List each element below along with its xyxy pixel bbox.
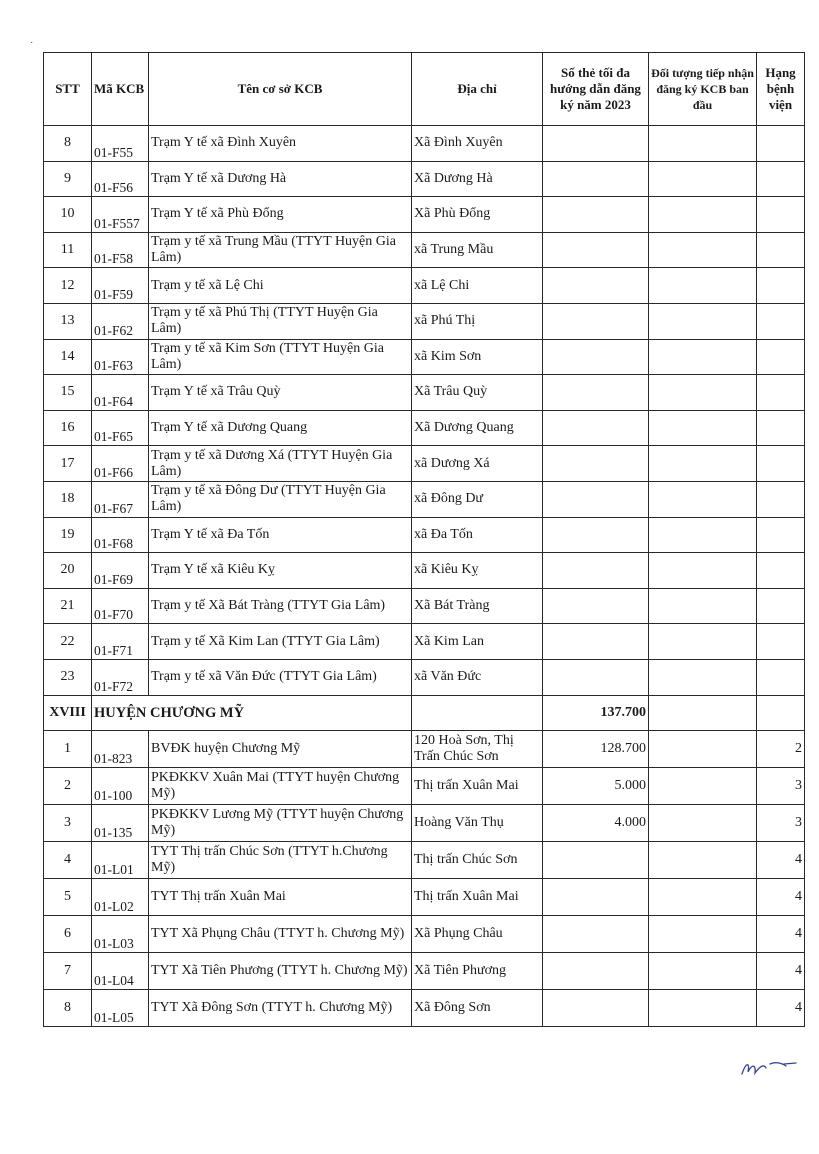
cell-dia-chi: Xã Dương Quang [412, 410, 543, 446]
cell-hang: 2 [757, 731, 805, 768]
cell-so-the: 128.700 [543, 731, 649, 768]
cell-dia-chi: Xã Phù Đổng [412, 197, 543, 233]
cell-doi-tuong [649, 410, 757, 446]
cell-stt: 11 [44, 232, 92, 268]
cell-ten-co-so: Trạm y tế xã Trung Mầu (TTYT Huyện Gia Lâm) [149, 232, 412, 268]
cell-ten-co-so: Trạm y tế xã Đông Dư (TTYT Huyện Gia Lâm) [149, 481, 412, 517]
cell-hang: 4 [757, 990, 805, 1027]
cell-doi-tuong [649, 197, 757, 233]
section-row [44, 695, 805, 731]
table-row [44, 375, 805, 411]
section-so-the: 137.700 [543, 695, 649, 731]
cell-so-the [543, 410, 649, 446]
cell-ma-kcb: 01-F56 [92, 161, 149, 197]
cell-ten-co-so: Trạm y tế Xã Bát Tràng (TTYT Gia Lâm) [149, 588, 412, 624]
cell-hang [757, 126, 805, 162]
cell-ma-kcb: 01-F66 [92, 446, 149, 482]
table-row [44, 659, 805, 695]
cell-so-the [543, 624, 649, 660]
cell-so-the [543, 481, 649, 517]
table-row [44, 731, 805, 768]
table-row [44, 268, 805, 304]
cell-so-the [543, 553, 649, 589]
cell-stt: 17 [44, 446, 92, 482]
table-row [44, 517, 805, 553]
cell-so-the [543, 588, 649, 624]
table-row [44, 410, 805, 446]
header-ma-kcb: Mã KCB [92, 53, 149, 126]
cell-dia-chi: xã Kim Sơn [412, 339, 543, 375]
cell-hang [757, 375, 805, 411]
cell-dia-chi: Hoàng Văn Thụ [412, 805, 543, 842]
cell-so-the: 5.000 [543, 768, 649, 805]
cell-stt: 12 [44, 268, 92, 304]
cell-ma-kcb: 01-F64 [92, 375, 149, 411]
cell-so-the [543, 659, 649, 695]
cell-doi-tuong [649, 588, 757, 624]
cell-doi-tuong [649, 232, 757, 268]
cell-stt: 21 [44, 588, 92, 624]
cell-doi-tuong [649, 303, 757, 339]
cell-ma-kcb: 01-F70 [92, 588, 149, 624]
cell-dia-chi: Thị trấn Chúc Sơn [412, 842, 543, 879]
table-row [44, 446, 805, 482]
cell-ten-co-so: TYT Xã Đông Sơn (TTYT h. Chương Mỹ) [149, 990, 412, 1027]
cell-doi-tuong [649, 375, 757, 411]
cell-hang [757, 161, 805, 197]
cell-stt: 4 [44, 842, 92, 879]
cell-ma-kcb: 01-F63 [92, 339, 149, 375]
cell-doi-tuong [649, 916, 757, 953]
cell-stt: 16 [44, 410, 92, 446]
cell-dia-chi: Xã Kim Lan [412, 624, 543, 660]
cell-hang [757, 410, 805, 446]
section-doi-tuong [649, 695, 757, 731]
table-row [44, 768, 805, 805]
cell-ma-kcb: 01-F72 [92, 659, 149, 695]
cell-ma-kcb: 01-F69 [92, 553, 149, 589]
cell-hang [757, 517, 805, 553]
cell-doi-tuong [649, 481, 757, 517]
table-body-chuong-my [44, 731, 805, 1027]
cell-hang [757, 446, 805, 482]
cell-ma-kcb: 01-L04 [92, 953, 149, 990]
section-title: HUYỆN CHƯƠNG MỸ [92, 695, 412, 731]
cell-doi-tuong [649, 339, 757, 375]
cell-doi-tuong [649, 805, 757, 842]
cell-dia-chi: xã Trung Mầu [412, 232, 543, 268]
table-row [44, 553, 805, 589]
cell-so-the [543, 161, 649, 197]
section-dia-chi [412, 695, 543, 731]
cell-doi-tuong [649, 953, 757, 990]
cell-so-the [543, 953, 649, 990]
cell-ma-kcb: 01-L03 [92, 916, 149, 953]
table-row [44, 197, 805, 233]
cell-doi-tuong [649, 842, 757, 879]
cell-ten-co-so: Trạm Y tế xã Đình Xuyên [149, 126, 412, 162]
table-row [44, 588, 805, 624]
cell-hang [757, 197, 805, 233]
cell-stt: 3 [44, 805, 92, 842]
cell-doi-tuong [649, 268, 757, 304]
cell-ma-kcb: 01-L05 [92, 990, 149, 1027]
header-ten-co-so: Tên cơ sở KCB [149, 53, 412, 126]
cell-dia-chi: xã Lệ Chi [412, 268, 543, 304]
cell-hang [757, 339, 805, 375]
cell-hang: 4 [757, 879, 805, 916]
table-row [44, 303, 805, 339]
cell-stt: 20 [44, 553, 92, 589]
cell-ma-kcb: 01-F557 [92, 197, 149, 233]
section-chuong-my [44, 695, 805, 731]
cell-ma-kcb: 01-L01 [92, 842, 149, 879]
cell-hang [757, 659, 805, 695]
registration-table [43, 52, 805, 1027]
header-stt: STT [44, 53, 92, 126]
header-so-the: Số thẻ tối đa hướng dẫn đăng ký năm 2023 [543, 53, 649, 126]
cell-ma-kcb: 01-L02 [92, 879, 149, 916]
cell-stt: 8 [44, 990, 92, 1027]
cell-hang [757, 624, 805, 660]
cell-stt: 14 [44, 339, 92, 375]
cell-hang [757, 553, 805, 589]
cell-stt: 5 [44, 879, 92, 916]
header-dia-chi: Địa chỉ [412, 53, 543, 126]
cell-hang [757, 303, 805, 339]
table-row [44, 990, 805, 1027]
cell-ten-co-so: TYT Xã Phụng Châu (TTYT h. Chương Mỹ) [149, 916, 412, 953]
table-row [44, 916, 805, 953]
cell-dia-chi: xã Dương Xá [412, 446, 543, 482]
cell-hang [757, 232, 805, 268]
cell-hang [757, 588, 805, 624]
cell-stt: 1 [44, 731, 92, 768]
cell-stt: 23 [44, 659, 92, 695]
cell-dia-chi: Xã Đình Xuyên [412, 126, 543, 162]
cell-ma-kcb: 01-135 [92, 805, 149, 842]
table-row [44, 126, 805, 162]
table-row [44, 161, 805, 197]
cell-doi-tuong [649, 624, 757, 660]
cell-hang: 3 [757, 768, 805, 805]
cell-ma-kcb: 01-F68 [92, 517, 149, 553]
cell-ma-kcb: 01-F58 [92, 232, 149, 268]
cell-dia-chi: xã Văn Đức [412, 659, 543, 695]
cell-ten-co-so: Trạm Y tế xã Phù Đổng [149, 197, 412, 233]
cell-stt: 15 [44, 375, 92, 411]
cell-ten-co-so: TYT Thị trấn Xuân Mai [149, 879, 412, 916]
cell-ten-co-so: Trạm y tế Xã Kim Lan (TTYT Gia Lâm) [149, 624, 412, 660]
cell-doi-tuong [649, 553, 757, 589]
table-row [44, 232, 805, 268]
cell-dia-chi: Xã Tiên Phương [412, 953, 543, 990]
cell-so-the [543, 303, 649, 339]
cell-so-the [543, 446, 649, 482]
page-mark: · [30, 38, 34, 49]
cell-dia-chi: Xã Trâu Quỳ [412, 375, 543, 411]
header-hang: Hạng bệnh viện [757, 53, 805, 126]
cell-ten-co-so: Trạm y tế xã Văn Đức (TTYT Gia Lâm) [149, 659, 412, 695]
cell-so-the [543, 339, 649, 375]
cell-stt: 19 [44, 517, 92, 553]
cell-ma-kcb: 01-F62 [92, 303, 149, 339]
section-hang [757, 695, 805, 731]
cell-ma-kcb: 01-F67 [92, 481, 149, 517]
table-body-gia-lam [44, 126, 805, 696]
cell-so-the [543, 197, 649, 233]
cell-so-the [543, 842, 649, 879]
cell-doi-tuong [649, 161, 757, 197]
cell-ten-co-so: Trạm Y tế xã Đa Tốn [149, 517, 412, 553]
cell-ten-co-so: Trạm y tế xã Dương Xá (TTYT Huyện Gia Lâm) [149, 446, 412, 482]
cell-stt: 8 [44, 126, 92, 162]
cell-ten-co-so: Trạm Y tế xã Dương Hà [149, 161, 412, 197]
cell-so-the [543, 268, 649, 304]
table-row [44, 879, 805, 916]
cell-so-the [543, 879, 649, 916]
table-row [44, 339, 805, 375]
cell-dia-chi: 120 Hoà Sơn, Thị Trấn Chúc Sơn [412, 731, 543, 768]
cell-ten-co-so: BVĐK huyện Chương Mỹ [149, 731, 412, 768]
cell-ma-kcb: 01-F59 [92, 268, 149, 304]
cell-stt: 22 [44, 624, 92, 660]
cell-stt: 18 [44, 481, 92, 517]
cell-ma-kcb: 01-100 [92, 768, 149, 805]
cell-doi-tuong [649, 446, 757, 482]
cell-ten-co-so: Trạm y tế xã Kim Sơn (TTYT Huyện Gia Lâm) [149, 339, 412, 375]
cell-ten-co-so: TYT Xã Tiên Phương (TTYT h. Chương Mỹ) [149, 953, 412, 990]
cell-ma-kcb: 01-F71 [92, 624, 149, 660]
cell-hang: 4 [757, 953, 805, 990]
cell-hang: 4 [757, 916, 805, 953]
cell-dia-chi: xã Phú Thị [412, 303, 543, 339]
cell-so-the [543, 375, 649, 411]
cell-dia-chi: Xã Đông Sơn [412, 990, 543, 1027]
cell-ma-kcb: 01-823 [92, 731, 149, 768]
cell-dia-chi: Thị trấn Xuân Mai [412, 879, 543, 916]
cell-dia-chi: xã Đông Dư [412, 481, 543, 517]
cell-doi-tuong [649, 517, 757, 553]
cell-stt: 7 [44, 953, 92, 990]
cell-stt: 9 [44, 161, 92, 197]
table-row [44, 624, 805, 660]
cell-so-the [543, 916, 649, 953]
table-row [44, 805, 805, 842]
cell-doi-tuong [649, 768, 757, 805]
table-row [44, 953, 805, 990]
cell-dia-chi: Xã Dương Hà [412, 161, 543, 197]
cell-stt: 10 [44, 197, 92, 233]
cell-so-the: 4.000 [543, 805, 649, 842]
cell-so-the [543, 990, 649, 1027]
cell-dia-chi: xã Kiêu Kỵ [412, 553, 543, 589]
header-row [44, 53, 805, 126]
cell-hang [757, 481, 805, 517]
cell-hang: 4 [757, 842, 805, 879]
cell-dia-chi: xã Đa Tốn [412, 517, 543, 553]
cell-ten-co-so: PKĐKKV Xuân Mai (TTYT huyện Chương Mỹ) [149, 768, 412, 805]
cell-doi-tuong [649, 731, 757, 768]
cell-ten-co-so: TYT Thị trấn Chúc Sơn (TTYT h.Chương Mỹ) [149, 842, 412, 879]
section-stt: XVIII [44, 695, 92, 731]
cell-so-the [543, 126, 649, 162]
cell-stt: 2 [44, 768, 92, 805]
cell-dia-chi: Thị trấn Xuân Mai [412, 768, 543, 805]
cell-doi-tuong [649, 990, 757, 1027]
cell-hang: 3 [757, 805, 805, 842]
cell-dia-chi: Xã Bát Tràng [412, 588, 543, 624]
cell-dia-chi: Xã Phụng Châu [412, 916, 543, 953]
cell-ten-co-so: Trạm Y tế xã Kiêu Kỵ [149, 553, 412, 589]
cell-ten-co-so: PKĐKKV Lương Mỹ (TTYT huyện Chương Mỹ) [149, 805, 412, 842]
table-row [44, 842, 805, 879]
signature-mark [740, 1058, 800, 1078]
cell-ma-kcb: 01-F65 [92, 410, 149, 446]
cell-doi-tuong [649, 879, 757, 916]
cell-ten-co-so: Trạm y tế xã Lệ Chi [149, 268, 412, 304]
cell-ten-co-so: Trạm Y tế xã Trâu Quỳ [149, 375, 412, 411]
cell-stt: 6 [44, 916, 92, 953]
cell-so-the [543, 517, 649, 553]
table-row [44, 481, 805, 517]
cell-doi-tuong [649, 659, 757, 695]
cell-ten-co-so: Trạm Y tế xã Dương Quang [149, 410, 412, 446]
cell-ten-co-so: Trạm y tế xã Phú Thị (TTYT Huyện Gia Lâm) [149, 303, 412, 339]
header-doi-tuong: Đối tượng tiếp nhận đăng ký KCB ban đầu [649, 53, 757, 126]
cell-so-the [543, 232, 649, 268]
cell-ma-kcb: 01-F55 [92, 126, 149, 162]
cell-hang [757, 268, 805, 304]
cell-stt: 13 [44, 303, 92, 339]
cell-doi-tuong [649, 126, 757, 162]
